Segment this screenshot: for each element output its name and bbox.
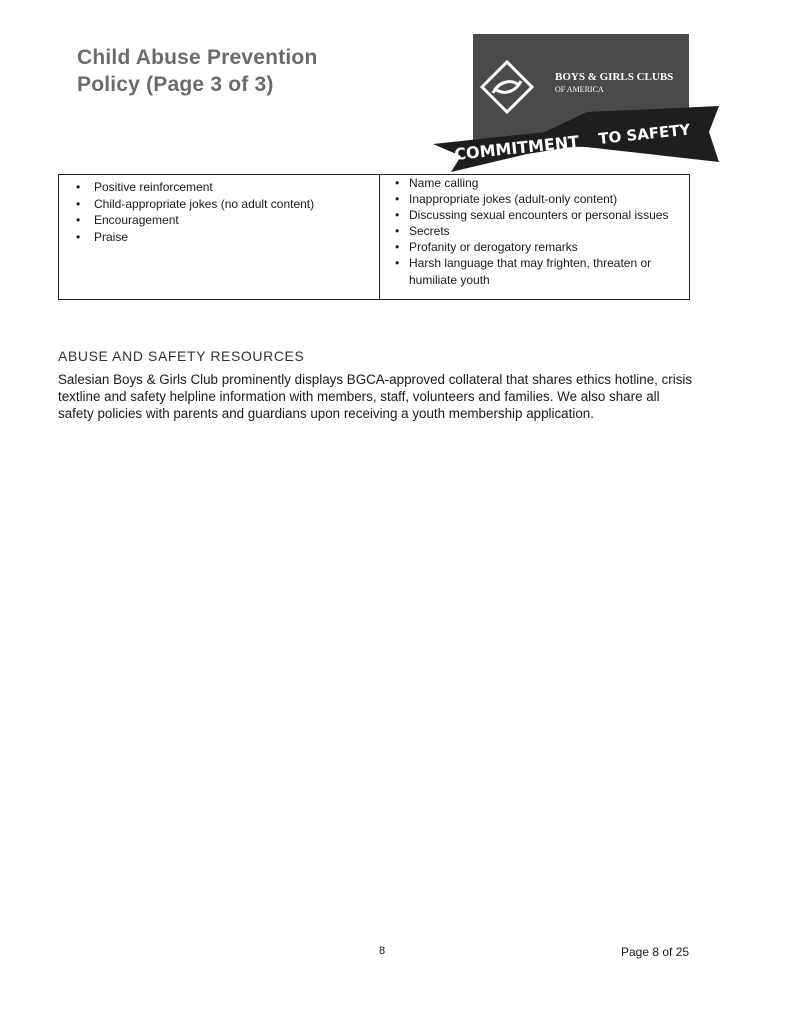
list-item-text: Secrets xyxy=(409,224,450,239)
bullet-icon: • xyxy=(395,192,400,207)
list-item xyxy=(380,207,690,223)
bullet-icon: • xyxy=(395,176,400,190)
bullet-icon: • xyxy=(76,196,81,211)
list-item xyxy=(380,223,690,239)
bullet-icon: • xyxy=(76,229,81,244)
list-item-text: Name calling xyxy=(409,176,479,190)
page-count: Page 8 of 25 xyxy=(621,945,690,959)
bullet-icon: • xyxy=(76,180,81,194)
inappropriate-behaviors-column xyxy=(380,175,690,288)
list-item-text: Inappropriate jokes (adult-only content) xyxy=(409,192,618,207)
bullet-icon: • xyxy=(395,240,400,255)
list-item xyxy=(59,179,379,196)
page-number: 8 xyxy=(379,945,386,957)
list-item xyxy=(380,175,690,191)
logo-org-subtitle: OF AMERICA xyxy=(555,85,604,94)
list-item-text: Discussing sexual encounters or personal issues xyxy=(409,208,669,223)
bullet-icon: • xyxy=(395,208,400,223)
behavior-table xyxy=(58,174,690,300)
bullet-icon: • xyxy=(395,224,400,239)
appropriate-behaviors-list xyxy=(59,175,379,245)
logo-org-name: BOYS & GIRLS CLUBS xyxy=(555,71,674,83)
list-item xyxy=(380,191,690,207)
list-item xyxy=(380,255,669,287)
bullet-icon: • xyxy=(395,256,400,271)
list-item xyxy=(59,229,379,246)
bullet-icon: • xyxy=(76,213,81,228)
list-item-text: Encouragement xyxy=(94,213,179,228)
page-title xyxy=(77,44,318,98)
appropriate-behaviors-column xyxy=(59,175,379,245)
list-item-text: Harsh language that may frighten, threaten or humiliate youth xyxy=(409,256,652,287)
list-item-text: Positive reinforcement xyxy=(94,180,213,194)
section-heading: ABUSE AND SAFETY RESOURCES xyxy=(58,348,305,364)
page-title-line-1: Child Abuse Prevention xyxy=(77,46,318,69)
list-item xyxy=(380,239,690,255)
banner-word-commitment: COMMITMENT xyxy=(453,131,580,164)
page-title-line-2: Policy (Page 3 of 3) xyxy=(77,73,274,96)
commitment-to-safety-logo xyxy=(427,32,727,180)
section-body-paragraph: Salesian Boys & Girls Club prominently displays BGCA-approved collateral that shares ethics hotline, crisis textline and safety helpline information with members, staff, volunteers and families. We also share all safety policies with parents and guardians upon receiving a youth membership application. xyxy=(58,372,693,422)
list-item xyxy=(59,212,379,229)
list-item-text: Praise xyxy=(94,229,129,244)
list-item-text: Child-appropriate jokes (no adult content) xyxy=(94,196,315,211)
list-item xyxy=(59,196,379,213)
banner-word-to-safety: TO SAFETY xyxy=(597,120,692,148)
list-item-text: Profanity or derogatory remarks xyxy=(409,240,578,255)
inappropriate-behaviors-list xyxy=(380,175,690,288)
